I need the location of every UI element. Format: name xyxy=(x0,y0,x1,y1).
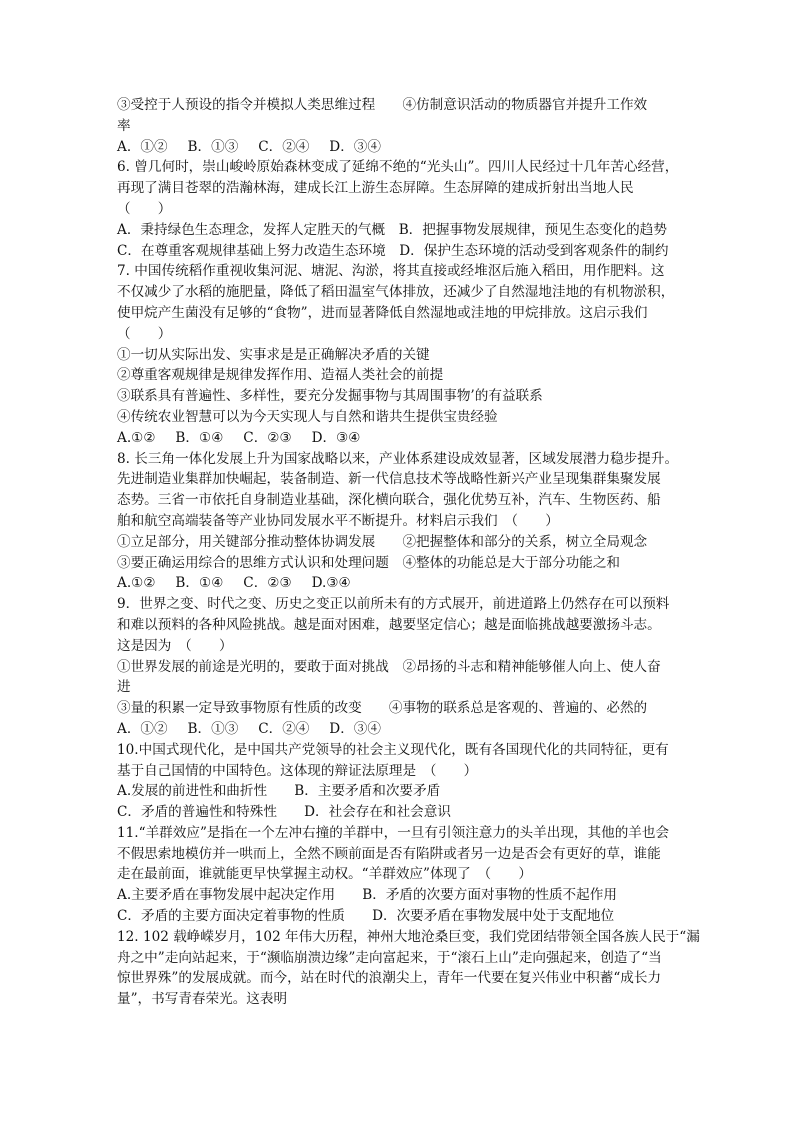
statement-line: ③联系具有普遍性、多样性，要充分发掘事物与其周围事物’的有益联系 xyxy=(117,388,543,405)
text-line: 先进制造业集群加快崛起，装备制造、新一代信息技术等战略性新兴产业呈现集群集聚发展 xyxy=(117,471,661,488)
answer-blank: （ ） xyxy=(117,200,172,217)
option-line: A.发展的前进性和曲折性 B．主要矛盾和次要矛盾 xyxy=(117,783,441,800)
statement-line: ①立足部分，用关键部分推动整体协调发展 ②把握整体和部分的关系，树立全局观念 xyxy=(117,533,648,550)
question-7: 7. 中国传统稻作重视收集河泥、塘泥、沟淤，将其直接或经堆沤后施入稻田，用作肥料。这 xyxy=(117,263,665,280)
question-6: 6. 曾几何时，崇山峻岭原始森林变成了延绵不绝的“光头山”。四川人民经过十几年苦心经营， xyxy=(117,159,679,176)
text-line: 这是因为 （ ） xyxy=(117,637,233,654)
text-line: 态势。三省一市依托自身制造业基础，深化横向联合，强化优势互补，汽车、生物医药、船 xyxy=(117,492,661,509)
statement-line: ①世界发展的前途是光明的，要敢于面对挑战 ②昂扬的斗志和精神能够催人向上、使人奋 xyxy=(117,658,661,675)
text-line: ③受控于人预设的指令并模拟人类思维过程 ④仿制意识活动的物质器官并提升工作效 xyxy=(117,97,648,113)
question-12: 12. 102 载峥嵘岁月，102 年伟大历程，神州大地沧桑巨变，我们党团结带领全国各族人民于“漏 xyxy=(117,928,700,945)
question-11: 11.“羊群效应”是指在一个左冲右撞的羊群中，一旦有引领注意力的头羊出现，其他的羊也会 xyxy=(117,824,670,841)
text-line: 基于自己国情的中国特色。这体现的辩证法原理是 （ ） xyxy=(117,762,478,779)
statement-line: ②尊重客观规律是规律发挥作用、造福人类社会的前提 xyxy=(117,367,444,384)
text-line: 走在最前面，谁就能更早快掌握主动权。“羊群效应”体现了 （ ） xyxy=(117,866,532,883)
option-line: A.主要矛盾在事物发展中起决定作用 B．矛盾的次要方面对事物的性质不起作用 xyxy=(117,887,617,904)
statement-line: ①一切从实际出发、实事求是是正确解决矛盾的关键 xyxy=(117,346,430,363)
answer-options: A．①② B．①③ C．②④ D．③④ xyxy=(117,138,381,155)
answer-options: A．①② B．①③ C．②④ D．③④ xyxy=(117,720,381,737)
option-line: C．在尊重客观规律基础上努力改造生态环境 D．保护生态环境的活动受到客观条件的制约 xyxy=(117,242,669,259)
question-10: 10.中国式现代化，是中国共产党领导的社会主义现代化，既有各国现代化的共同特征，更有 xyxy=(117,741,669,758)
option-line: C．矛盾的主要方面决定着事物的性质 D．次要矛盾在事物发展中处于支配地位 xyxy=(117,908,615,925)
text-line: 不仅减少了水稻的施肥量，降低了稻田温室气体排放，还减少了自然湿地洼地的有机物淤积， xyxy=(117,284,675,301)
text-line: 舟之中”走向站起来，于“濒临崩溃边缘”走向富起来，于“滚石上山”走向强起来，创造了“当 xyxy=(117,949,662,966)
statement-line: 进 xyxy=(117,679,131,696)
text-line: 不假思索地模仿并一哄而上，全然不顾前面是否有陷阱或者另一边是否会有更好的草，谁能 xyxy=(117,845,661,862)
text-line: 和难以预料的各种风险挑战。越是面对困难，越要坚定信心；越是面临挑战越要激扬斗志。 xyxy=(117,616,661,633)
question-9: 9．世界之变、时代之变、历史之变正以前所未有的方式展开，前进道路上仍然存在可以预料 xyxy=(117,596,670,613)
statement-line: ③量的积累一定导致事物原有性质的改变 ④事物的联系总是客观的、普遍的、必然的 xyxy=(117,700,648,717)
text-line: 舶和航空高端装备等产业协同发展水平不断提升。材料启示我们 （ ） xyxy=(117,512,559,529)
statement-line: ③要正确运用综合的思维方式认识和处理问题 ④整体的功能总是大于部分功能之和 xyxy=(117,554,620,571)
statement-line: ④传统农业智慧可以为今天实现人与自然和谐共生提供宝贵经验 xyxy=(117,408,498,425)
text-line: 量”，书写青春荣光。这表明 xyxy=(117,991,288,1008)
answer-options: A.①② B．①④ C．②③ D.③④ xyxy=(117,575,351,592)
option-line: A．秉持绿色生态理念，发挥人定胜天的气概 B．把握事物发展规律，预见生态变化的趋势 xyxy=(117,221,667,238)
answer-blank: （ ） xyxy=(117,325,172,342)
text-line: 惊世界殊”的发展成就。而今，站在时代的浪潮尖上，青年一代要在复兴伟业中积蓄“成长力 xyxy=(117,970,662,987)
question-8: 8. 长三角一体化发展上升为国家战略以来，产业体系建设成效显著，区域发展潜力稳步提升。 xyxy=(117,450,679,467)
text-line: 率 xyxy=(117,117,131,134)
text-line: 使甲烷产生菌没有足够的“食物”，进而显著降低自然湿地或洼地的甲烷排放。这启示我们 xyxy=(117,304,648,321)
option-line: C．矛盾的普遍性和特殊性 D．社会存在和社会意识 xyxy=(117,804,451,821)
answer-options: A.①② B．①④ C．②③ D．③④ xyxy=(117,429,361,446)
text-line: 再现了满目苍翠的浩瀚林海，建成长江上游生态屏障。生态屏障的建成折射出当地人民 xyxy=(117,180,634,197)
